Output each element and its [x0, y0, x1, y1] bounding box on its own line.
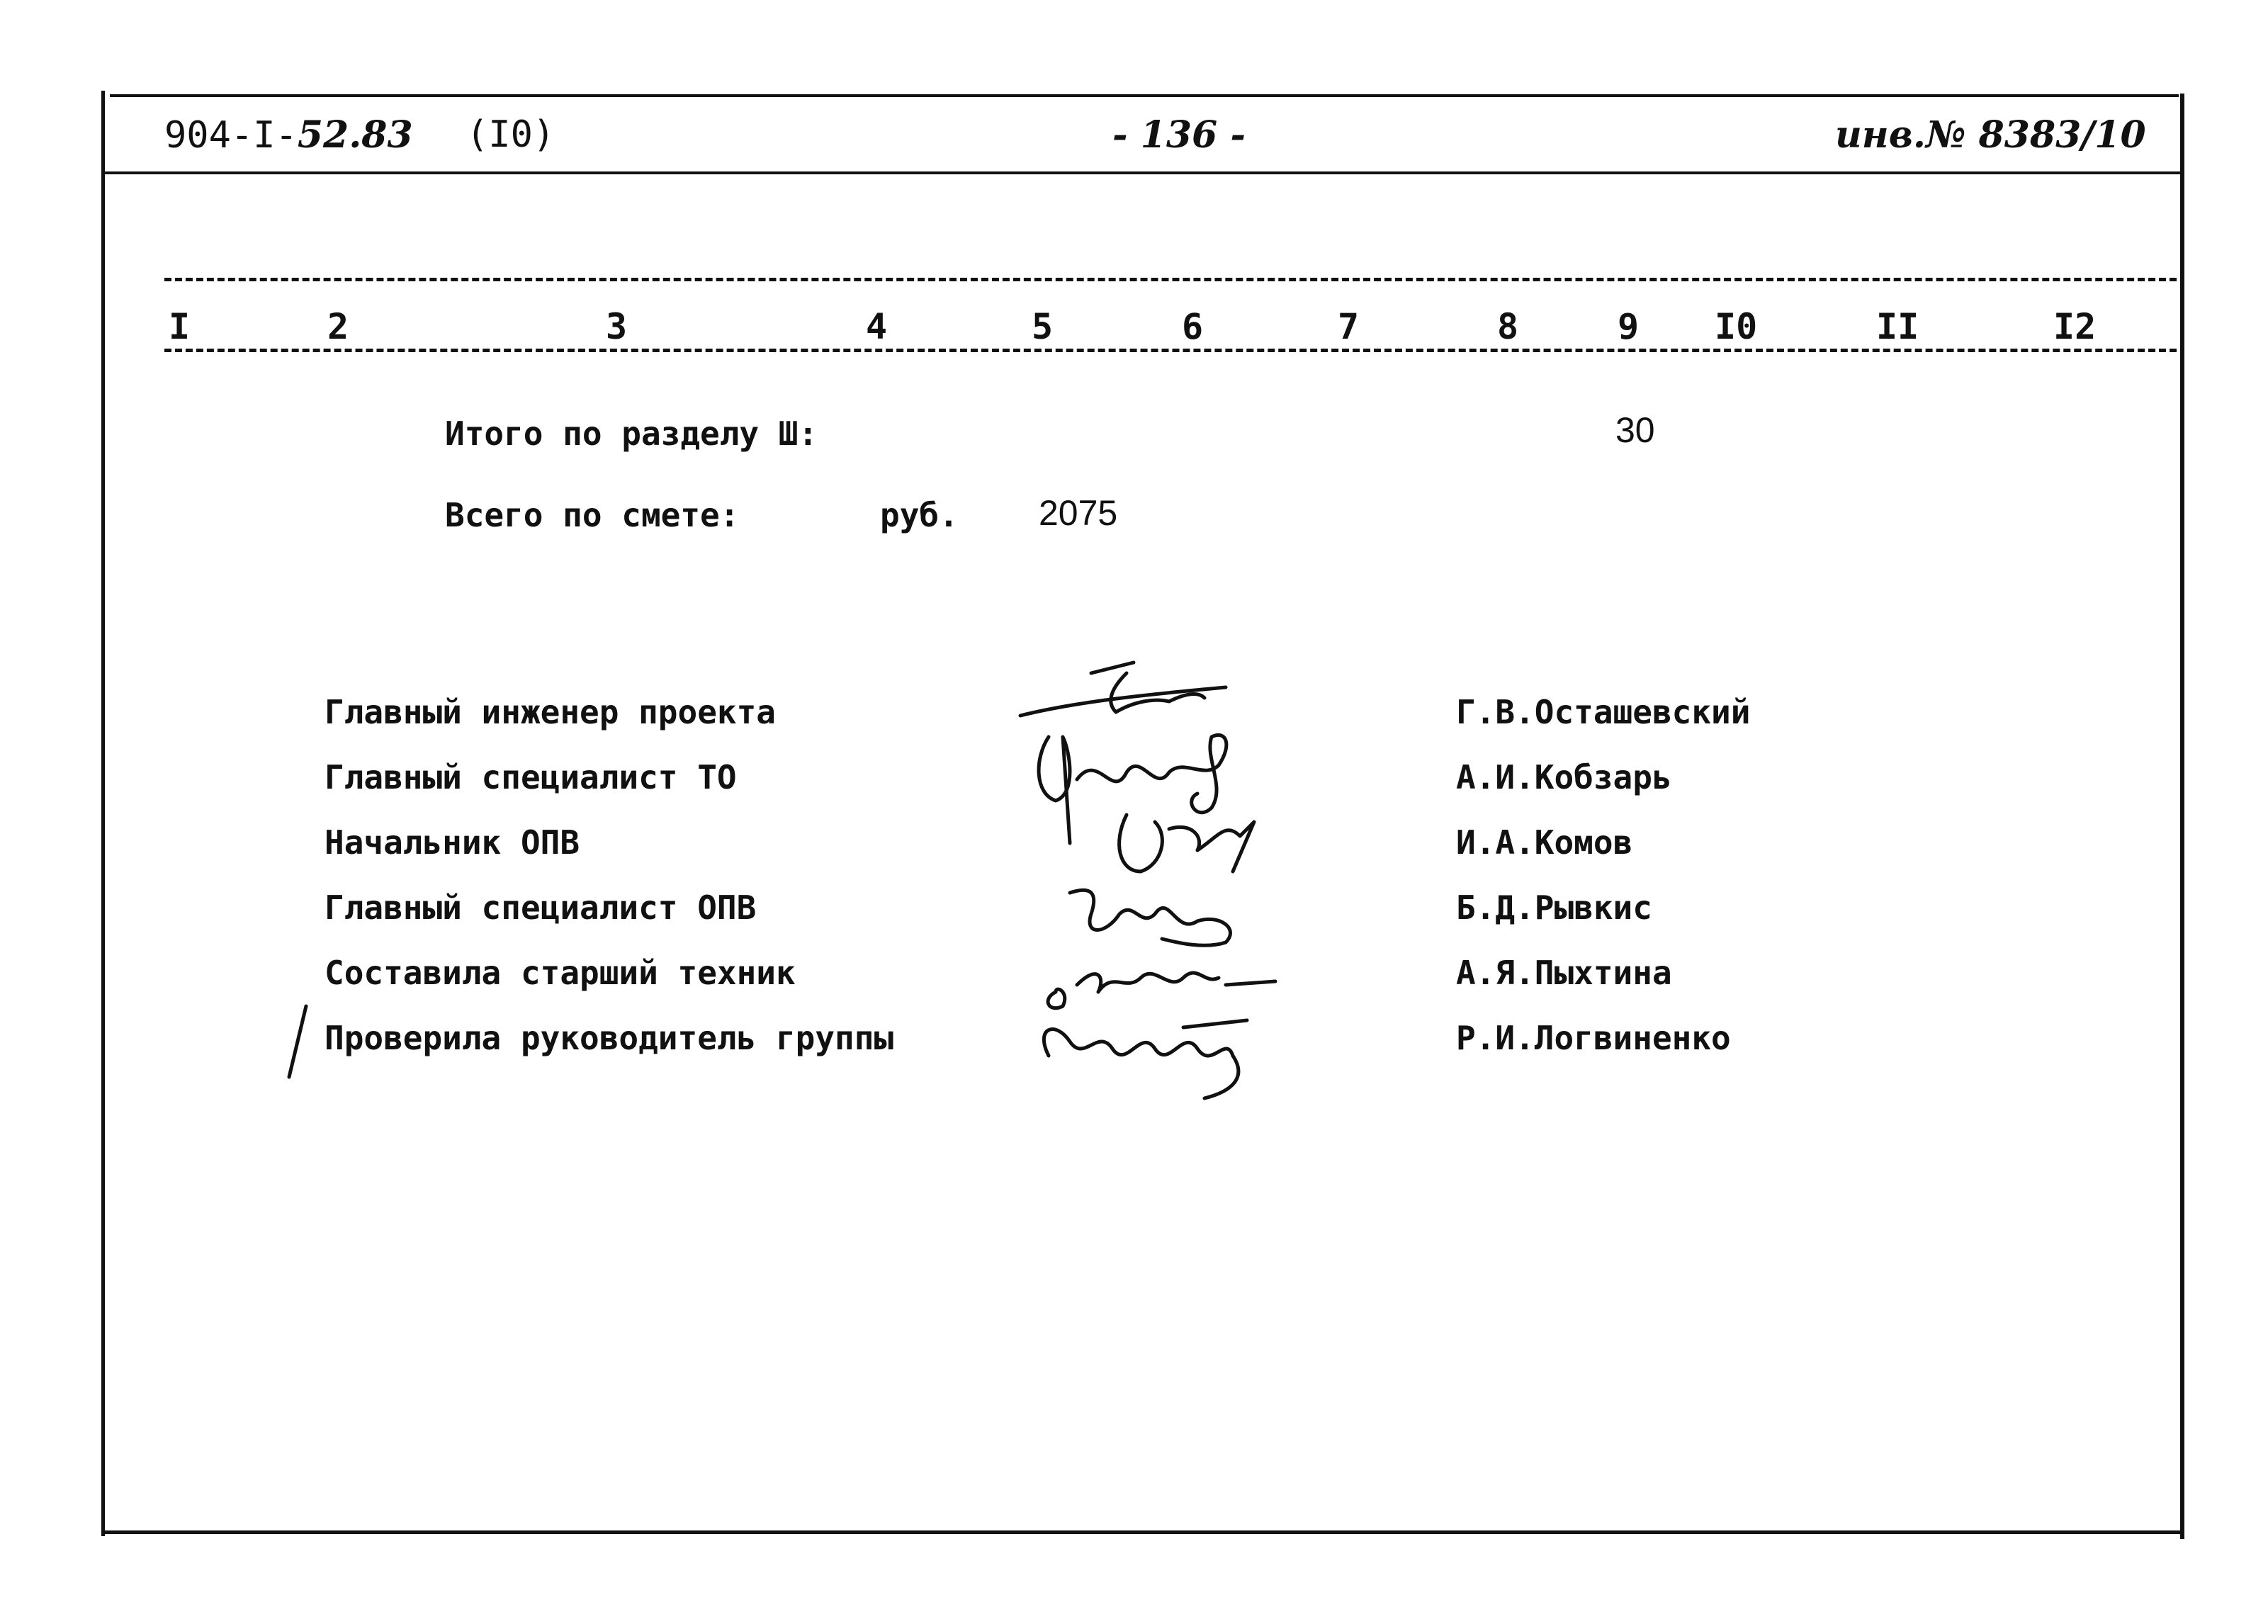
estimate-total-label: Всего по смете: [445, 496, 740, 534]
section-number: (I0) [466, 113, 555, 156]
signatory-name-6: Р.И.Логвиненко [1456, 1019, 1731, 1057]
signatory-role-3: Начальник ОПВ [325, 823, 580, 862]
column-number-10: I0 [1715, 306, 1758, 347]
signature-4 [1070, 890, 1230, 945]
signatory-role-5: Составила старший техник [325, 954, 796, 992]
column-number-8: 8 [1497, 306, 1519, 347]
signatory-name-1: Г.В.Осташевский [1456, 693, 1751, 731]
estimate-total-value: 2075 [1039, 493, 1118, 533]
frame-bottom-border [101, 1530, 2184, 1534]
page-number: - 136 - [1112, 113, 1246, 157]
doc-code-prefix: 904-I- [164, 114, 298, 157]
column-number-6: 6 [1182, 306, 1204, 347]
signatory-role-2: Главный специалист ТО [325, 758, 737, 796]
frame-top-border [110, 94, 2179, 97]
doc-code-handwritten: 52.83 [297, 113, 413, 157]
section-total-label: Итого по разделу Ш: [445, 415, 818, 453]
section-total-value: 30 [1615, 410, 1655, 450]
signatory-name-4: Б.Д.Рывкис [1456, 889, 1652, 927]
signatory-role-6: Проверила руководитель группы [325, 1019, 894, 1057]
column-number-9: 9 [1618, 306, 1640, 347]
signature-5 [1048, 973, 1275, 1008]
signatory-name-5: А.Я.Пыхтина [1456, 954, 1672, 992]
column-number-7: 7 [1338, 306, 1360, 347]
signature-1 [1020, 662, 1226, 716]
signatures-block [992, 659, 1332, 1105]
signatory-name-2: А.И.Кобзарь [1456, 758, 1672, 796]
estimate-total-currency: руб. [880, 496, 959, 534]
column-number-2: 2 [327, 306, 349, 347]
signature-2 [1039, 735, 1226, 843]
signature-3 [1119, 815, 1254, 872]
header-rule [105, 171, 2182, 174]
column-number-11: II [1876, 306, 1919, 347]
column-number-12: I2 [2053, 306, 2097, 347]
signature-6 [1044, 1020, 1247, 1098]
column-number-5: 5 [1032, 306, 1054, 347]
signatory-role-4: Главный специалист ОПВ [325, 889, 757, 927]
doc-code [164, 113, 413, 157]
column-number-4: 4 [866, 306, 888, 347]
dashed-rule-top [164, 278, 2177, 281]
frame-right-border [2180, 94, 2184, 1539]
frame-left-border [101, 91, 105, 1536]
inventory-number: инв.№ 8383/10 [1835, 113, 2146, 157]
signatory-role-1: Главный инженер проекта [325, 693, 776, 731]
dashed-rule-bottom [164, 349, 2177, 352]
column-number-1: I [169, 306, 191, 347]
signatory-name-3: И.А.Комов [1456, 823, 1633, 862]
column-number-3: 3 [606, 306, 628, 347]
check-mark-icon [283, 1003, 312, 1081]
